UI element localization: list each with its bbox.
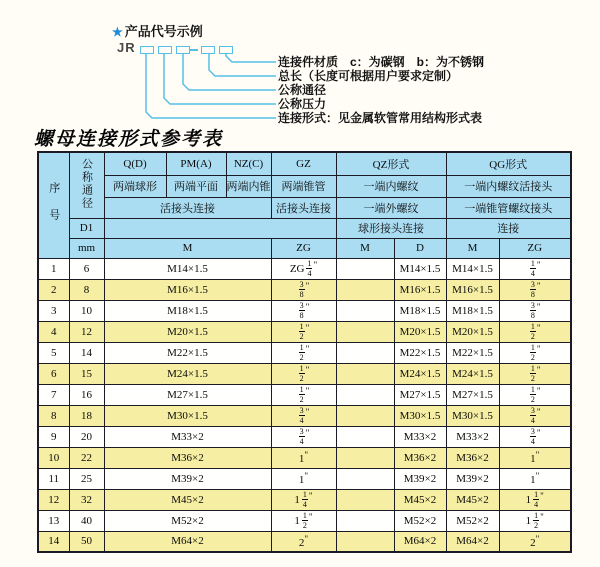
cell-qz-d: M64×2 (394, 531, 446, 552)
header-mm: mm (69, 238, 104, 258)
cell-qz-d: M52×2 (394, 510, 446, 531)
cell-m: M22×1.5 (104, 342, 271, 363)
cell-qz-d: M14×1.5 (394, 258, 446, 279)
header-unit-zg2: ZG (499, 238, 571, 258)
cell-qz-m (336, 321, 394, 342)
cell-dn: 20 (69, 426, 104, 447)
cell-seq: 11 (38, 468, 69, 489)
table-row (38, 300, 571, 321)
header-conn-union-gz: 活接头连接 (271, 197, 336, 218)
cell-qg-zg: 2" (499, 531, 571, 552)
cell-dn: 14 (69, 342, 104, 363)
cell-gz: 1 $\frac{1}{2}$ " (271, 510, 336, 531)
cell-gz: 1 $\frac{1}{4}$ " (271, 489, 336, 510)
cell-qz-d: M36×2 (394, 447, 446, 468)
cell-seq: 9 (38, 426, 69, 447)
header-nominal-diameter: 公称通径 (69, 152, 104, 218)
code-box-5 (219, 46, 233, 54)
cell-gz: 1" (271, 468, 336, 489)
cell-gz: $\frac{3}{8}$ " (271, 300, 336, 321)
cell-qz-d: M22×1.5 (394, 342, 446, 363)
header-desc-qz: 一端内螺纹 (336, 175, 446, 197)
header-conn-qz: 一端外螺纹 (336, 197, 446, 218)
cell-m: M18×1.5 (104, 300, 271, 321)
cell-qz-d: M18×1.5 (394, 300, 446, 321)
header-form-qz: QZ形式 (336, 152, 446, 175)
cell-qz-m (336, 468, 394, 489)
cell-qg-zg: 1" (499, 447, 571, 468)
cell-qz-m (336, 300, 394, 321)
cell-dn: 16 (69, 384, 104, 405)
cell-gz: $\frac{3}{4}$ " (271, 405, 336, 426)
cell-gz: 1" (271, 447, 336, 468)
header-conn: 连接 (446, 218, 571, 238)
cell-seq: 5 (38, 342, 69, 363)
cell-qg-m: M27×1.5 (446, 384, 499, 405)
cell-dn: 15 (69, 363, 104, 384)
code-box-4 (201, 46, 215, 54)
code-prefix: JR (117, 40, 136, 55)
cell-qz-m (336, 489, 394, 510)
cell-dn: 6 (69, 258, 104, 279)
header-unit-m2: M (336, 238, 394, 258)
label-total-length: 总长（长度可根据用户要求定制） (278, 69, 459, 83)
cell-qg-zg: 1 $\frac{1}{2}$ " (499, 510, 571, 531)
header-conn-union-left: 活接头连接 (104, 197, 271, 218)
cell-seq: 7 (38, 384, 69, 405)
table-row (38, 468, 571, 489)
header-desc-qd: 两端球形 (104, 175, 166, 197)
cell-seq: 8 (38, 405, 69, 426)
table-row (38, 321, 571, 342)
cell-m: M27×1.5 (104, 384, 271, 405)
cell-qg-m: M16×1.5 (446, 279, 499, 300)
cell-m: M64×2 (104, 531, 271, 552)
header-form-nzc: NZ(C) (226, 152, 271, 175)
cell-seq: 6 (38, 363, 69, 384)
cell-seq: 1 (38, 258, 69, 279)
table-row (38, 426, 571, 447)
cell-m: M36×2 (104, 447, 271, 468)
cell-gz: 2" (271, 531, 336, 552)
cell-qz-d: M20×1.5 (394, 321, 446, 342)
table-row (38, 447, 571, 468)
cell-m: M16×1.5 (104, 279, 271, 300)
cell-qz-d: M33×2 (394, 426, 446, 447)
header-conn-qg: 一端锥管螺纹接头 (446, 197, 571, 218)
cell-qg-m: M39×2 (446, 468, 499, 489)
header-unit-m1: M (104, 238, 271, 258)
cell-qg-m: M24×1.5 (446, 363, 499, 384)
cell-m: M39×2 (104, 468, 271, 489)
header-seq: 序号 (38, 152, 69, 258)
star-icon: ★ (112, 25, 123, 39)
cell-qg-m: M18×1.5 (446, 300, 499, 321)
header-unit-zg1: ZG (271, 238, 336, 258)
cell-qg-m: M22×1.5 (446, 342, 499, 363)
cell-qz-d: M39×2 (394, 468, 446, 489)
cell-qg-zg: $\frac{3}{8}$ " (499, 300, 571, 321)
cell-gz: ZG $\frac{1}{4}$ " (271, 258, 336, 279)
cell-seq: 14 (38, 531, 69, 552)
cell-dn: 25 (69, 468, 104, 489)
label-material: 连接件材质 c：为碳钢 b：为不锈钢 (278, 55, 485, 69)
cell-qg-m: M52×2 (446, 510, 499, 531)
cell-m: M30×1.5 (104, 405, 271, 426)
cell-qg-m: M45×2 (446, 489, 499, 510)
table-row (38, 510, 571, 531)
cell-seq: 2 (38, 279, 69, 300)
header-form-qg: QG形式 (446, 152, 571, 175)
header-desc-qg: 一端内螺纹活接头 (446, 175, 571, 197)
header-unit-m3: M (446, 238, 499, 258)
header-desc-nzc: 两端内锥 (226, 175, 271, 197)
cell-gz: $\frac{1}{2}$ " (271, 342, 336, 363)
cell-dn: 12 (69, 321, 104, 342)
cell-qz-m (336, 531, 394, 552)
nut-connection-reference-table (37, 151, 572, 553)
cell-m: M24×1.5 (104, 363, 271, 384)
cell-seq: 13 (38, 510, 69, 531)
cell-qz-d: M45×2 (394, 489, 446, 510)
cell-gz: $\frac{3}{4}$ " (271, 426, 336, 447)
table-row (38, 258, 571, 279)
cell-dn: 40 (69, 510, 104, 531)
header-unit-d: D (394, 238, 446, 258)
cell-seq: 4 (38, 321, 69, 342)
cell-qg-m: M33×2 (446, 426, 499, 447)
cell-qz-d: M27×1.5 (394, 384, 446, 405)
cell-m: M14×1.5 (104, 258, 271, 279)
cell-qg-zg: $\frac{3}{8}$ " (499, 279, 571, 300)
cell-qz-m (336, 426, 394, 447)
label-nominal-pressure: 公称压力 (278, 97, 327, 111)
product-code-example-title (112, 21, 203, 40)
cell-dn: 32 (69, 489, 104, 510)
code-box-3 (176, 46, 190, 54)
table-row (38, 531, 571, 552)
cell-qz-m (336, 384, 394, 405)
cell-qz-m (336, 405, 394, 426)
cell-qg-zg: 1 $\frac{1}{4}$ " (499, 489, 571, 510)
cell-qz-m (336, 258, 394, 279)
header-desc-pma: 两端平面 (166, 175, 226, 197)
header-blank (104, 218, 336, 238)
cell-m: M45×2 (104, 489, 271, 510)
header-ball-joint-conn: 球形接头连接 (336, 218, 446, 238)
header-form-pma: PM(A) (166, 152, 226, 175)
cell-gz: $\frac{1}{2}$ " (271, 321, 336, 342)
cell-qg-zg: $\frac{3}{4}$ " (499, 405, 571, 426)
cell-qz-d: M16×1.5 (394, 279, 446, 300)
cell-dn: 10 (69, 300, 104, 321)
header-d1: D1 (69, 218, 104, 238)
table-row (38, 279, 571, 300)
table-row (38, 363, 571, 384)
cell-dn: 8 (69, 279, 104, 300)
code-dash (190, 49, 198, 51)
cell-seq: 10 (38, 447, 69, 468)
cell-qg-m: M30×1.5 (446, 405, 499, 426)
cell-seq: 12 (38, 489, 69, 510)
table-title: 螺母连接形式参考表 (34, 128, 224, 150)
cell-qz-m (336, 279, 394, 300)
cell-qg-zg: $\frac{3}{4}$ " (499, 426, 571, 447)
header-form-gz: GZ (271, 152, 336, 175)
cell-qg-zg: $\frac{1}{2}$ " (499, 384, 571, 405)
cell-m: M33×2 (104, 426, 271, 447)
table-row (38, 342, 571, 363)
cell-m: M52×2 (104, 510, 271, 531)
cell-qg-m: M64×2 (446, 531, 499, 552)
cell-qz-d: M24×1.5 (394, 363, 446, 384)
cell-qz-m (336, 447, 394, 468)
cell-qz-m (336, 342, 394, 363)
cell-qz-m (336, 510, 394, 531)
product-code-example-label: 产品代号示例 (124, 24, 203, 39)
cell-qz-m (336, 363, 394, 384)
cell-qg-zg: $\frac{1}{2}$ " (499, 363, 571, 384)
cell-gz: $\frac{1}{2}$ " (271, 363, 336, 384)
cell-qg-zg: $\frac{1}{2}$ " (499, 321, 571, 342)
code-box-1 (140, 46, 154, 54)
label-connection-form: 连接形式：见金属软管常用结构形式表 (278, 111, 483, 125)
cell-m: M20×1.5 (104, 321, 271, 342)
cell-dn: 22 (69, 447, 104, 468)
label-nominal-diameter: 公称通径 (278, 83, 327, 97)
cell-qg-zg: $\frac{1}{4}$ " (499, 258, 571, 279)
header-form-qd: Q(D) (104, 152, 166, 175)
cell-qg-m: M14×1.5 (446, 258, 499, 279)
cell-qz-d: M30×1.5 (394, 405, 446, 426)
cell-qg-zg: 1" (499, 468, 571, 489)
code-box-2 (158, 46, 172, 54)
table-row (38, 489, 571, 510)
cell-seq: 3 (38, 300, 69, 321)
cell-gz: $\frac{1}{2}$ " (271, 384, 336, 405)
cell-gz: $\frac{3}{8}$ " (271, 279, 336, 300)
table-row (38, 384, 571, 405)
cell-qg-m: M20×1.5 (446, 321, 499, 342)
cell-dn: 18 (69, 405, 104, 426)
cell-qg-m: M36×2 (446, 447, 499, 468)
header-desc-gz: 两端锥管 (271, 175, 336, 197)
table-row (38, 405, 571, 426)
cell-qg-zg: $\frac{1}{2}$ " (499, 342, 571, 363)
cell-dn: 50 (69, 531, 104, 552)
